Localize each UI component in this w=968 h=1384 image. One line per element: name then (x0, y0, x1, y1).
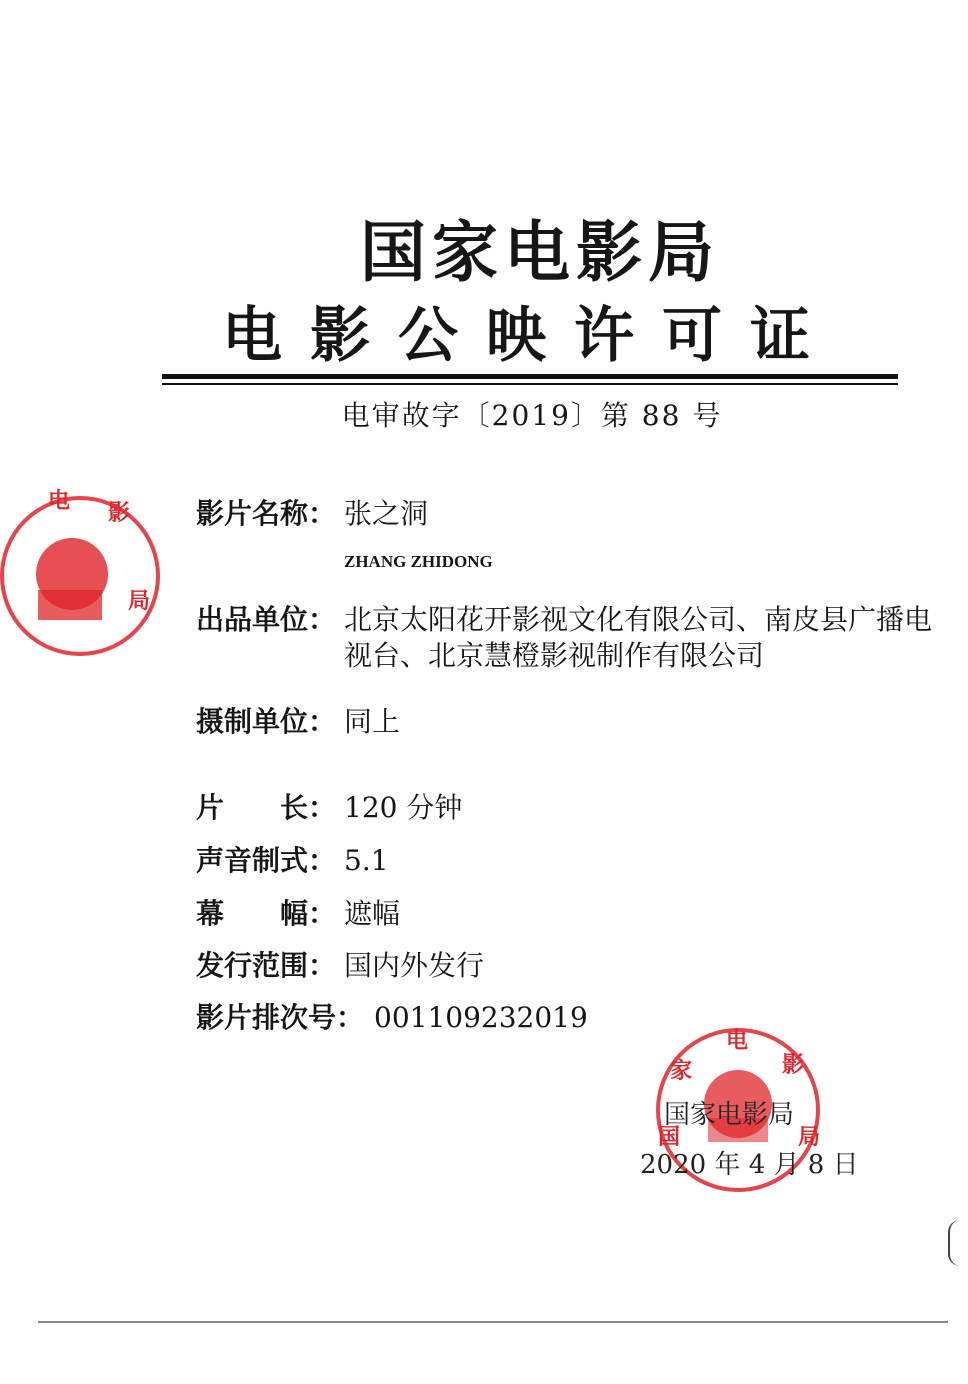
issue-date: 2020 年 4 月 8 日 (640, 1150, 859, 1180)
field-filming-unit-label: 摄制单位： (196, 705, 337, 738)
issuer-signature: 国家电影局 (664, 1100, 795, 1130)
field-title-label: 影片名称： (196, 497, 337, 530)
field-producer-value-line2: 视台、北京慧橙影视制作有限公司 (344, 639, 765, 672)
field-title (196, 496, 428, 532)
field-distribution (196, 948, 484, 984)
official-seal-left (0, 478, 170, 674)
header-rule-thick (162, 374, 898, 379)
field-length-label: 片 长： (196, 791, 337, 824)
field-sound-format-value: 5.1 (344, 844, 389, 877)
field-aspect-label: 幕 幅： (196, 897, 337, 930)
svg-text:局: 局 (128, 589, 151, 614)
field-length (196, 790, 462, 826)
field-title-value: 张之洞 (344, 497, 429, 530)
agency-title: 国家电影局 (360, 214, 720, 291)
svg-text:国: 国 (658, 1125, 681, 1150)
field-batch-number-label: 影片排次号： (196, 1001, 365, 1034)
field-filming-unit-value: 同上 (344, 705, 401, 738)
field-distribution-value: 国内外发行 (344, 949, 485, 982)
field-batch-number (196, 1000, 588, 1036)
svg-text:影: 影 (108, 501, 131, 526)
field-sound-format (196, 843, 389, 879)
field-title-english: ZHANG ZHIDONG (344, 552, 493, 571)
field-batch-number-value: 001109232019 (374, 1001, 588, 1034)
field-filming-unit (196, 704, 400, 740)
field-producer-label: 出品单位： (196, 603, 337, 636)
svg-text:电: 电 (726, 1029, 749, 1054)
svg-text:影: 影 (782, 1053, 805, 1078)
svg-text:局: 局 (798, 1125, 821, 1150)
field-sound-format-label: 声音制式： (196, 844, 337, 877)
field-aspect (196, 896, 400, 932)
field-length-value: 120 分钟 (344, 791, 463, 824)
certificate-title: 电影公映许可证 (222, 301, 838, 371)
page-edge-mark (948, 1220, 968, 1266)
document-number: 电审故字〔2019〕第 88 号 (341, 399, 723, 432)
field-producer (196, 602, 932, 638)
field-aspect-value: 遮幅 (344, 897, 401, 930)
field-producer-value-line1: 北京太阳花开影视文化有限公司、南皮县广播电 (344, 603, 933, 636)
header-rule-thin (162, 383, 898, 385)
svg-text:家: 家 (670, 1059, 693, 1084)
bottom-rule (38, 1321, 948, 1323)
svg-text:电: 电 (48, 489, 71, 514)
field-distribution-label: 发行范围： (196, 949, 337, 982)
